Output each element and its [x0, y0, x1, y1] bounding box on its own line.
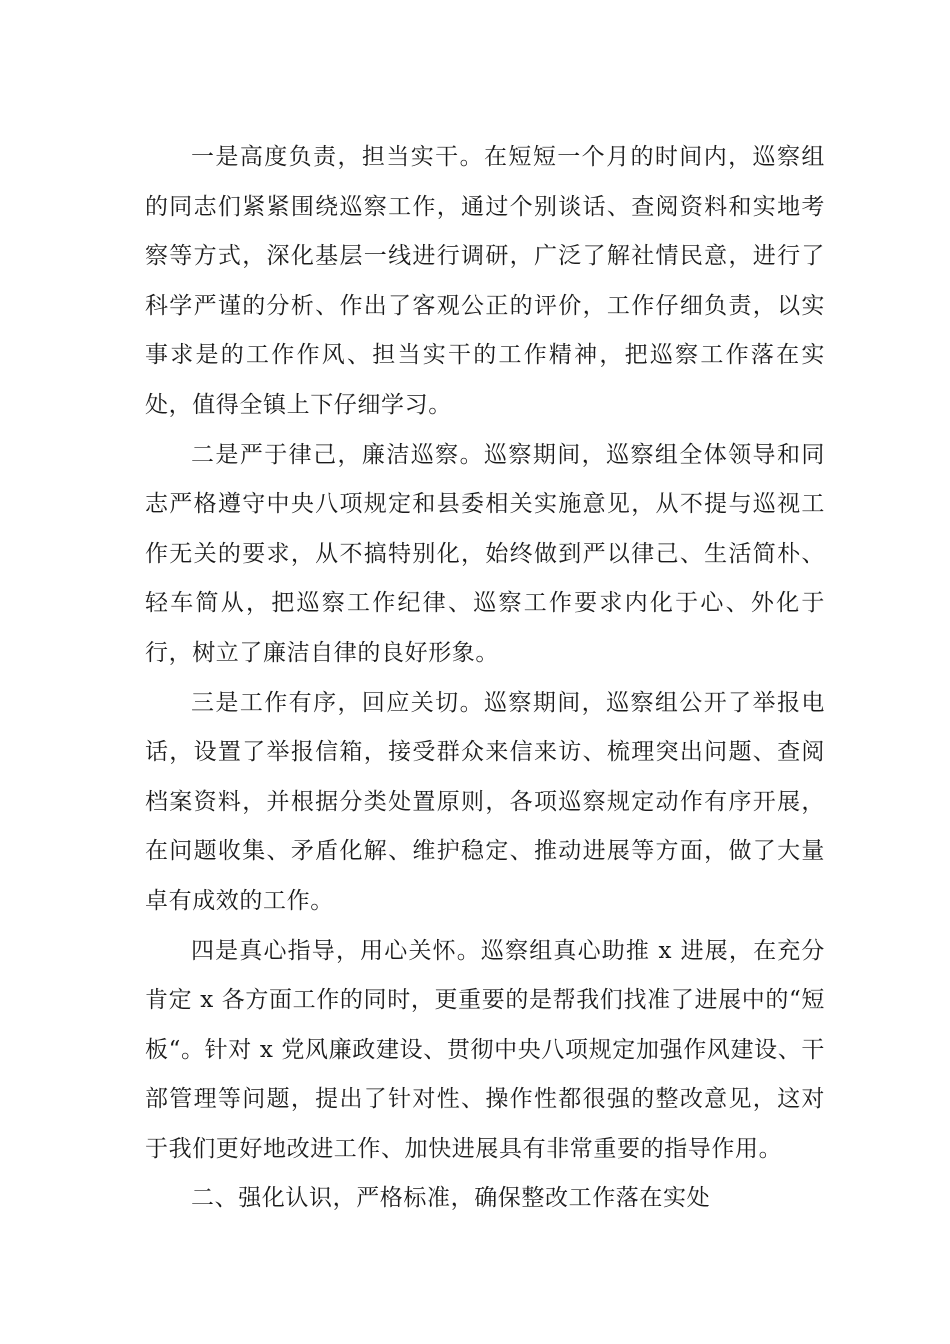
paragraph-orderly-work: 三是工作有序，回应关切。巡察期间，巡察组公开了举报电话，设置了举报信箱，接受群众来信来访、梳理突出问题、查阅档案资料，并根据分类处置原则，各项巡察规定动作有序开展，在问题收集、矛盾化解、维护稳定、推动进展等方面，做了大量卓有成效的工作。: [145, 689, 825, 914]
paragraph-responsible: 一是高度负责，担当实干。在短短一个月的时间内，巡察组的同志们紧紧围绕巡察工作，通过个别谈话、查阅资料和实地考察等方式，深化基层一线进行调研，广泛了解社情民意，进行了科学严谨的分析、作出了客观公正的评价，工作仔细负责，以实事求是的工作作风、担当实干的工作精神，把巡察工作落在实处，值得全镇上下仔细学习。: [145, 144, 825, 418]
paragraph-guidance: 四是真心指导，用心关怀。巡察组真心助推 x 进展，在充分肯定 x 各方面工作的同时，更重要的是帮我们找准了进展中的“短板“。针对 x 党风廉政建设、贯彻中央八项规定加强作风建设、干部管理等问题，提出了针对性、操作性都很强的整改意见，这对于我们更好地改进工作、加快进展具有非常重要的指导作用。: [145, 937, 825, 1162]
paragraph-self-discipline: 二是严于律己，廉洁巡察。巡察期间，巡察组全体领导和同志严格遵守中央八项规定和县委相关实施意见，从不提与巡视工作无关的要求，从不搞特别化，始终做到严以律己、生活简朴、轻车简从，把巡察工作纪律、巡察工作要求内化于心、外化于行，树立了廉洁自律的良好形象。: [145, 441, 825, 666]
section-heading: 二、强化认识，严格标准，确保整改工作落在实处: [191, 1185, 711, 1212]
document-body: [145, 133, 825, 1224]
